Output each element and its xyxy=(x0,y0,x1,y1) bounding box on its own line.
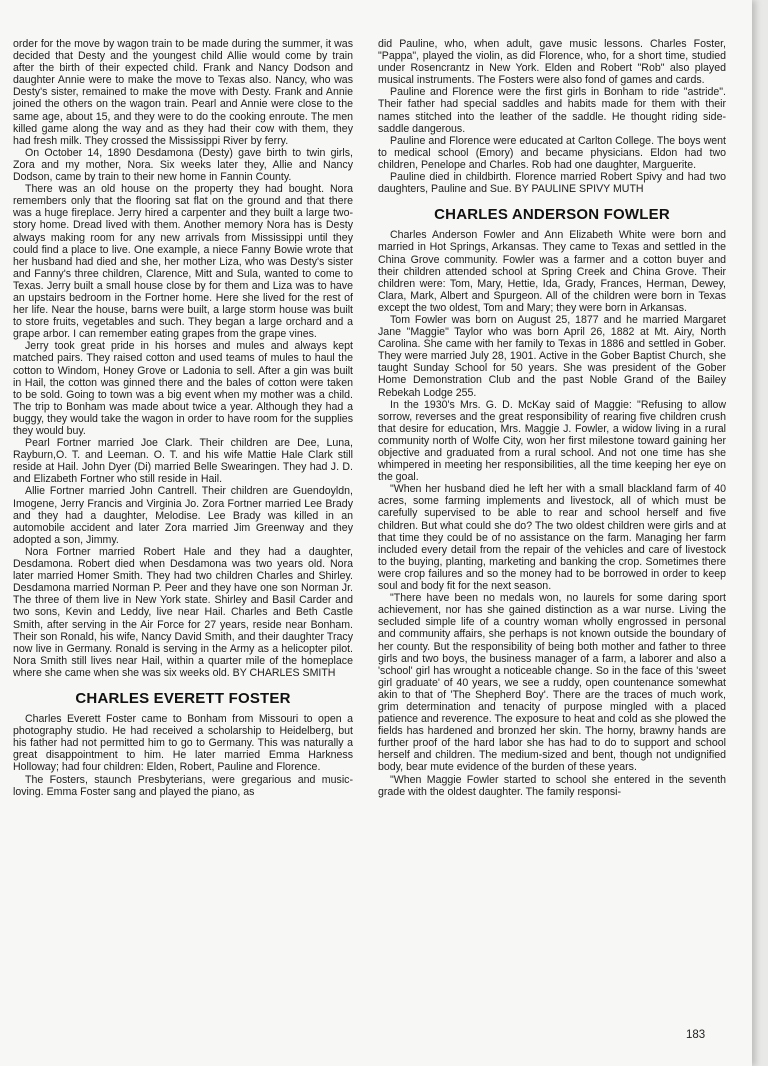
paragraph: There was an old house on the property they had bought. Nora remembers only that the flooring sat flat on the ground and that there was a huge fireplace. Jerry hired a carpenter and they built a large two-story home. Dread lived with them. Another memory Nora has is Desty always making room for any new arrivals from Mississippi until they could find a place to live. One example, a niece Fanny Bowie wrote that her husband had died and she, her mother Liza, who was Desty's sister and Fanny's three children, Clarence, Mitt and Sula, wanted to come to Texas. Jerry built a small house close by for them and Liza was to have an upstairs bedroom in the Fortner home. Here she lived for the rest of her life. Near the house, barns were built, a large storm house was built to store fruits, vegetables and such. They began a large orchard and a grape arbor. I can remember eating grapes from the grape vines. xyxy=(13,183,353,341)
section-heading: CHARLES ANDERSON FOWLER xyxy=(434,206,670,224)
paragraph: "When her husband died he left her with a small blackland farm of 40 acres, some farming implements and livestock, all of which must be carefully supervised to be able to rear and school herself and five children. But what could she do? The two oldest children were girls and at that time they could be of no assistance on the farm. Managing her farm included every detail from the repair of the vehicles and care of livestock to the buying, planting, marketing and banking the crop. Sometimes there were crop failures and so the money had to be borrowed in order to keep soul and body fit for the next season. xyxy=(378,483,726,593)
paragraph: Nora Fortner married Robert Hale and they had a daughter, Desdamona. Robert died when Desdamona was two years old. Nora later married Homer Smith. They had two children Charles and Shirley. Desdamona married Norman P. Peer and they have one son Norman Jr. The three of them live in New York state. Shirley and Basil Carder and two sons, Kevin and Leddy, live near Hail. Charles and Beth Castle Smith, after serving in the Air Force for 27 years, reside near Bonham. Their son Ronald, his wife, Nancy David Smith, and their daughter Tracy now live in Germany. Ronald is serving in the Army as a helicopter pilot. Nora Smith still lives near Hail, within a quarter mile of the homeplace where she came when she was six weeks old. BY CHARLES SMITH xyxy=(13,545,353,679)
paragraph: "When Maggie Fowler started to school she entered in the seventh grade with the oldest daughter. The family responsi- xyxy=(378,773,726,798)
paragraph: Jerry took great pride in his horses and mules and always kept matched pairs. They raised cotton and used teams of mules to haul the cotton to Windom, Honey Grove or Ladonia to sell. After a gin was built in Hail, the cotton was ginned there and the bales of cotton were taken to be sold. Going to town was a big event when my mother was a child. The trip to Bonham was made about twice a year. Although they had a buggy, they would take the wagon in order to have room for the supplies they would buy. xyxy=(13,340,353,437)
paragraph: Pauline and Florence were educated at Carlton College. The boys went to medical school (Emory) and became physicians. Eldon had two children, Penelope and Charles. Rob had one daughter, Marguerite. xyxy=(378,134,726,171)
paragraph: The Fosters, staunch Presbyterians, were gregarious and music-loving. Emma Foster sang and played the piano, as xyxy=(13,773,353,798)
paragraph: order for the move by wagon train to be made during the summer, it was decided that Desty and the youngest child Allie would come by train after the birth of their expected child. Frank and Nancy Dodson and daughter Annie were to make the move to Texas also. Nancy, who was Desty's sister, remained to make the move with Desty. Frank and Annie joined the others on the wagon train. Pearl and Annie were close to the same age, about 15, and they were to do the cooking enroute. The men killed game along the way and as they had their cow with them, they had fresh milk. They crossed the Mississippi River by ferry. xyxy=(13,38,353,147)
paragraph: Pearl Fortner married Joe Clark. Their children are Dee, Luna, Rayburn,O. T. and Leeman. O. T. and his wife Mattie Hale Clark still reside at Hail. John Dyer (Di) married Belle Swearingen. They had J. D. and Elizabeth Fortner who still reside in Hail. xyxy=(13,437,353,486)
left-column xyxy=(13,38,353,798)
page-number: 183 xyxy=(686,1029,706,1041)
paragraph: Charles Everett Foster came to Bonham from Missouri to open a photography studio. He had received a scholarship to Heidelberg, but his father had not permitted him to go to Germany. This was naturally a great disappointment to him. He later married Emma Harkness Holloway; had four children: Elden, Robert, Pauline and Florence. xyxy=(13,713,353,774)
section-heading: CHARLES EVERETT FOSTER xyxy=(75,689,291,707)
right-column xyxy=(378,38,726,798)
paragraph: "There have been no medals won, no laurels for some daring sport achievement, nor has she gained distinction as a war nurse. Living the secluded simple life of a country woman wholly engrossed in personal and community affairs, she perhaps is not known outside the boundary of her county. But the responsibility of being both mother and father to three girls and two boys, the business manager of a farm, a laborer and also a 'school' girl has wrought a noticeable change. So in the face of this 'sweet girl graduate' of 40 years, we see a ruddy, open countenance somewhat akin to that of 'The Shepherd Boy'. There are the traces of much work, grim determination and tenacity of purpose mingled with a placed patience and reverence. The exposure to heat and cold as she plowed the fields has hardened and bronzed her skin. The horny, brawny hands are further proof of the hard labor she has had to do to support and school herself and children. The medium-sized and bent, though not undignified body, bear mute evidence of the burden of these years. xyxy=(378,592,726,774)
paragraph: Tom Fowler was born on August 25, 1877 and he married Margaret Jane "Maggie" Taylor who was born April 26, 1882 at Mt. Airy, North Carolina. She came with her family to Texas in 1886 and settled in Gober. They were married July 28, 1901. Active in the Gober Baptist Church, she taught Sunday School for 50 years. She was president of the Gober Home Demonstration Club and the past Noble Grand of the Bailey Rebekah Lodge 255. xyxy=(378,313,726,399)
paragraph: On October 14, 1890 Desdamona (Desty) gave birth to twin girls, Zora and my mother, Nora. Six weeks later they, Allie and Nancy Dodson, came by train to their new home in Fannin County. xyxy=(13,146,353,184)
paragraph: did Pauline, who, when adult, gave music lessons. Charles Foster, "Pappa", played the violin, as did Florence, who, for a short time, studied under Rosencrantz in New York. Elden and Robert "Rob" also played musical instruments. The Fosters were also fond of games and cards. xyxy=(378,38,726,87)
paragraph: Charles Anderson Fowler and Ann Elizabeth White were born and married in Hot Springs, Arkansas. They came to Texas and settled in the China Grove community. Fowler was a farmer and a cotton buyer and their children attended school at Spring Creek and China Grove. Their children were: Tom, Mary, Hettie, Ida, Grady, Frances, Herman, Dewey, Clara, Mark, Albert and Spurgeon. All of the children were born in Texas except the two oldest, Tom and Mary; they were born in Arkansas. xyxy=(378,229,726,314)
paragraph: Pauline and Florence were the first girls in Bonham to ride "astride". Their father had special saddles and habits made for them with their names stitched into the leather of the saddle. He thought riding side-saddle dangerous. xyxy=(378,86,726,135)
paragraph: Pauline died in childbirth. Florence married Robert Spivy and had two daughters, Pauline and Sue. BY PAULINE SPIVY MUTH xyxy=(378,171,726,196)
paragraph: In the 1930's Mrs. G. D. McKay said of Maggie: "Refusing to allow sorrow, reverses and the great responsibility of rearing five children crush that desire for education, Mrs. Maggie J. Fowler, a widow living in a rural community north of Wolfe City, won her first milestone toward gaining her objective and graduated from a rural school. And not one time has she whimpered in meeting her responsibilities, all the time keeping her eye on the goal. xyxy=(378,398,726,484)
paragraph: Allie Fortner married John Cantrell. Their children are Guendoyldn, Imogene, Jerry Francis and Virginia Jo. Zora Fortner married Lee Brady and they had a daughter, Melodise. Lee Brady was killed in an automobile accident and later Zora married Jim Greenway and they adopted a son, Jimmy. xyxy=(13,485,353,546)
